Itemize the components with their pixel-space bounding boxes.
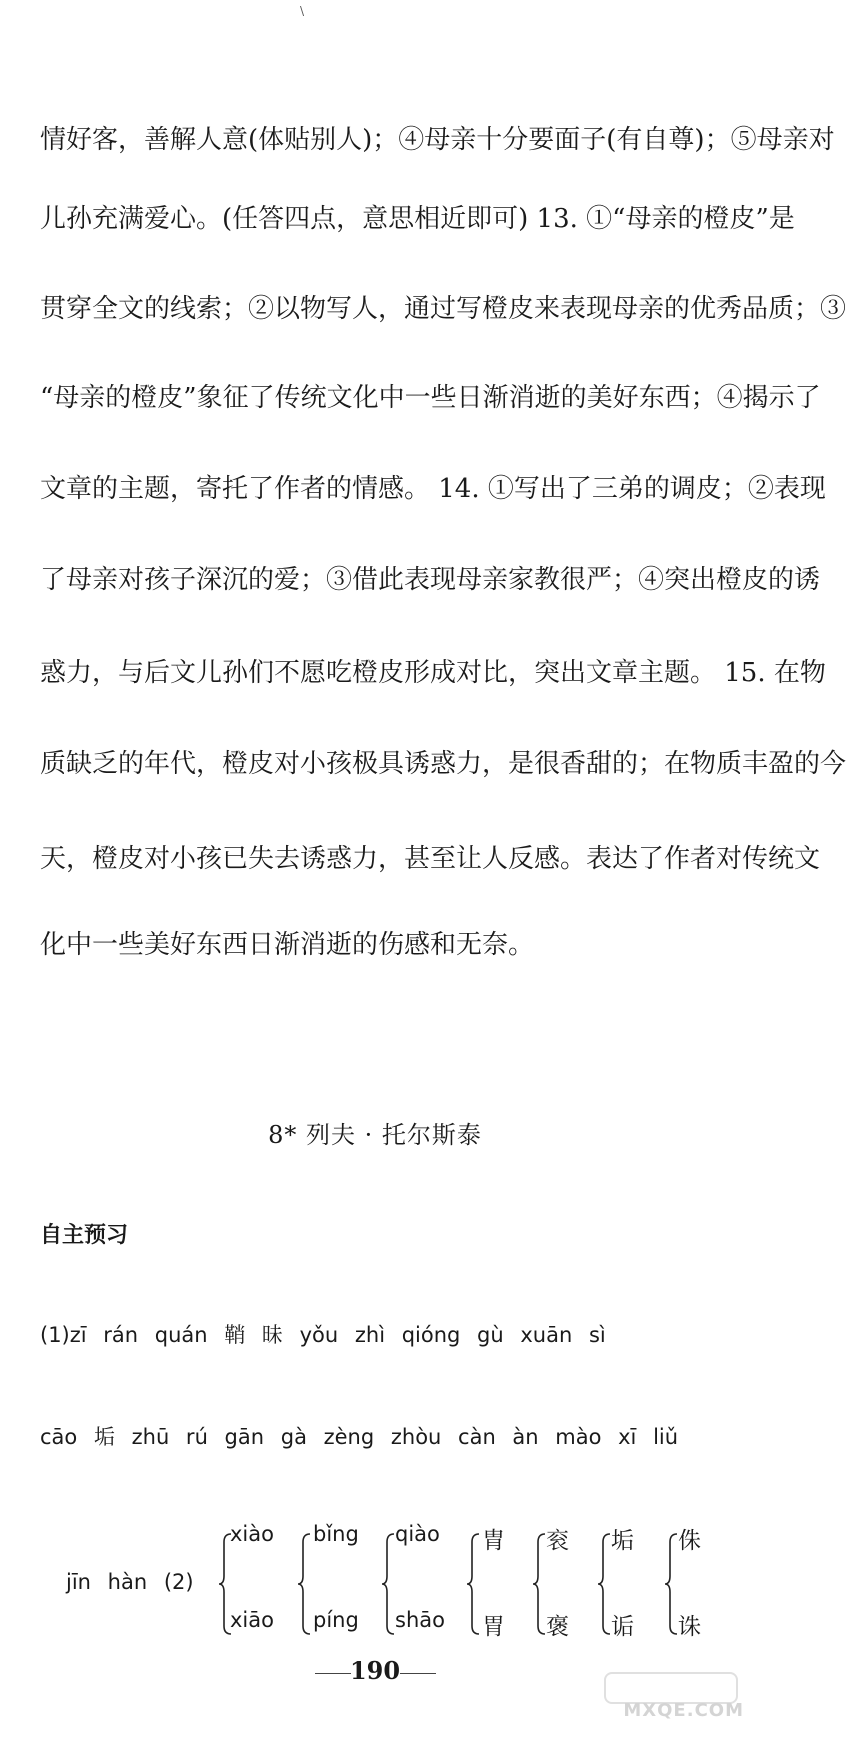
left-brace-icon [466,1532,480,1636]
answer-line: 化中一些美好东西日渐消逝的伤感和无奈。 [40,930,535,960]
pinyin-line: cāo 垢 zhū rú gān gà zèng zhòu càn àn mào xī liǔ [40,1425,679,1449]
brace-bottom: 胃 [482,1614,505,1640]
preview-heading: 自主预习 [40,1223,129,1248]
brace-top: 垢 [611,1528,634,1554]
page-number: 190 [349,1656,401,1685]
brace-bottom: shāo [395,1608,445,1632]
pinyin-line: (1)zī rán quán 鞘 昧 yǒu zhì qióng gù xuān sì [40,1323,606,1347]
top-mark: \ [300,4,305,18]
brace-top: 衮 [546,1528,569,1554]
section-title: 8* 列夫 · 托尔斯泰 [268,1121,482,1149]
brace-bottom: 褒 [546,1614,569,1640]
left-brace-icon [664,1532,678,1636]
left-brace-icon [532,1532,546,1636]
answer-line: 儿孙充满爱心。(任答四点，意思相近即可) 13. ①“母亲的橙皮”是 [40,204,795,234]
brace-top: qiào [395,1522,440,1546]
brace-bottom: xiāo [230,1608,274,1632]
answer-line: 情好客，善解人意(体贴别人)；④母亲十分要面子(有自尊)；⑤母亲对 [40,125,835,155]
brace-bottom: 诛 [678,1614,701,1640]
brace-bottom: 诟 [611,1614,634,1640]
brace-bottom: píng [313,1608,359,1632]
answer-line: 文章的主题，寄托了作者的情感。 14. ①写出了三弟的调皮；②表现 [40,474,826,504]
brace-top: xiào [230,1522,274,1546]
answer-line: 质缺乏的年代，橙皮对小孩极具诱惑力，是很香甜的；在物质丰盈的今 [40,749,846,779]
pinyin-line: jīn hàn (2) [66,1570,194,1594]
answer-line: 贯穿全文的线索；②以物写人，通过写橙皮来表现母亲的优秀品质；③ [40,294,846,324]
left-brace-icon [297,1532,311,1636]
brace-top: 胄 [482,1528,505,1554]
brace-top: 侏 [678,1528,701,1554]
answer-line: 天，橙皮对小孩已失去诱惑力，甚至让人反感。表达了作者对传统文 [40,844,821,874]
answer-line: 了母亲对孩子深沉的爱；③借此表现母亲家教很严；④突出橙皮的诱 [40,565,821,595]
page-number-dash [400,1673,436,1674]
left-brace-icon [597,1532,611,1636]
answer-line: 惑力，与后文儿孙们不愿吃橙皮形成对比，突出文章主题。 15. 在物 [40,658,826,688]
brace-top: bǐng [313,1522,359,1546]
answer-line: “母亲的橙皮”象征了传统文化中一些日渐消逝的美好东西；④揭示了 [40,383,821,413]
watermark: MXQE.COM [623,1700,744,1721]
left-brace-icon [381,1532,395,1636]
